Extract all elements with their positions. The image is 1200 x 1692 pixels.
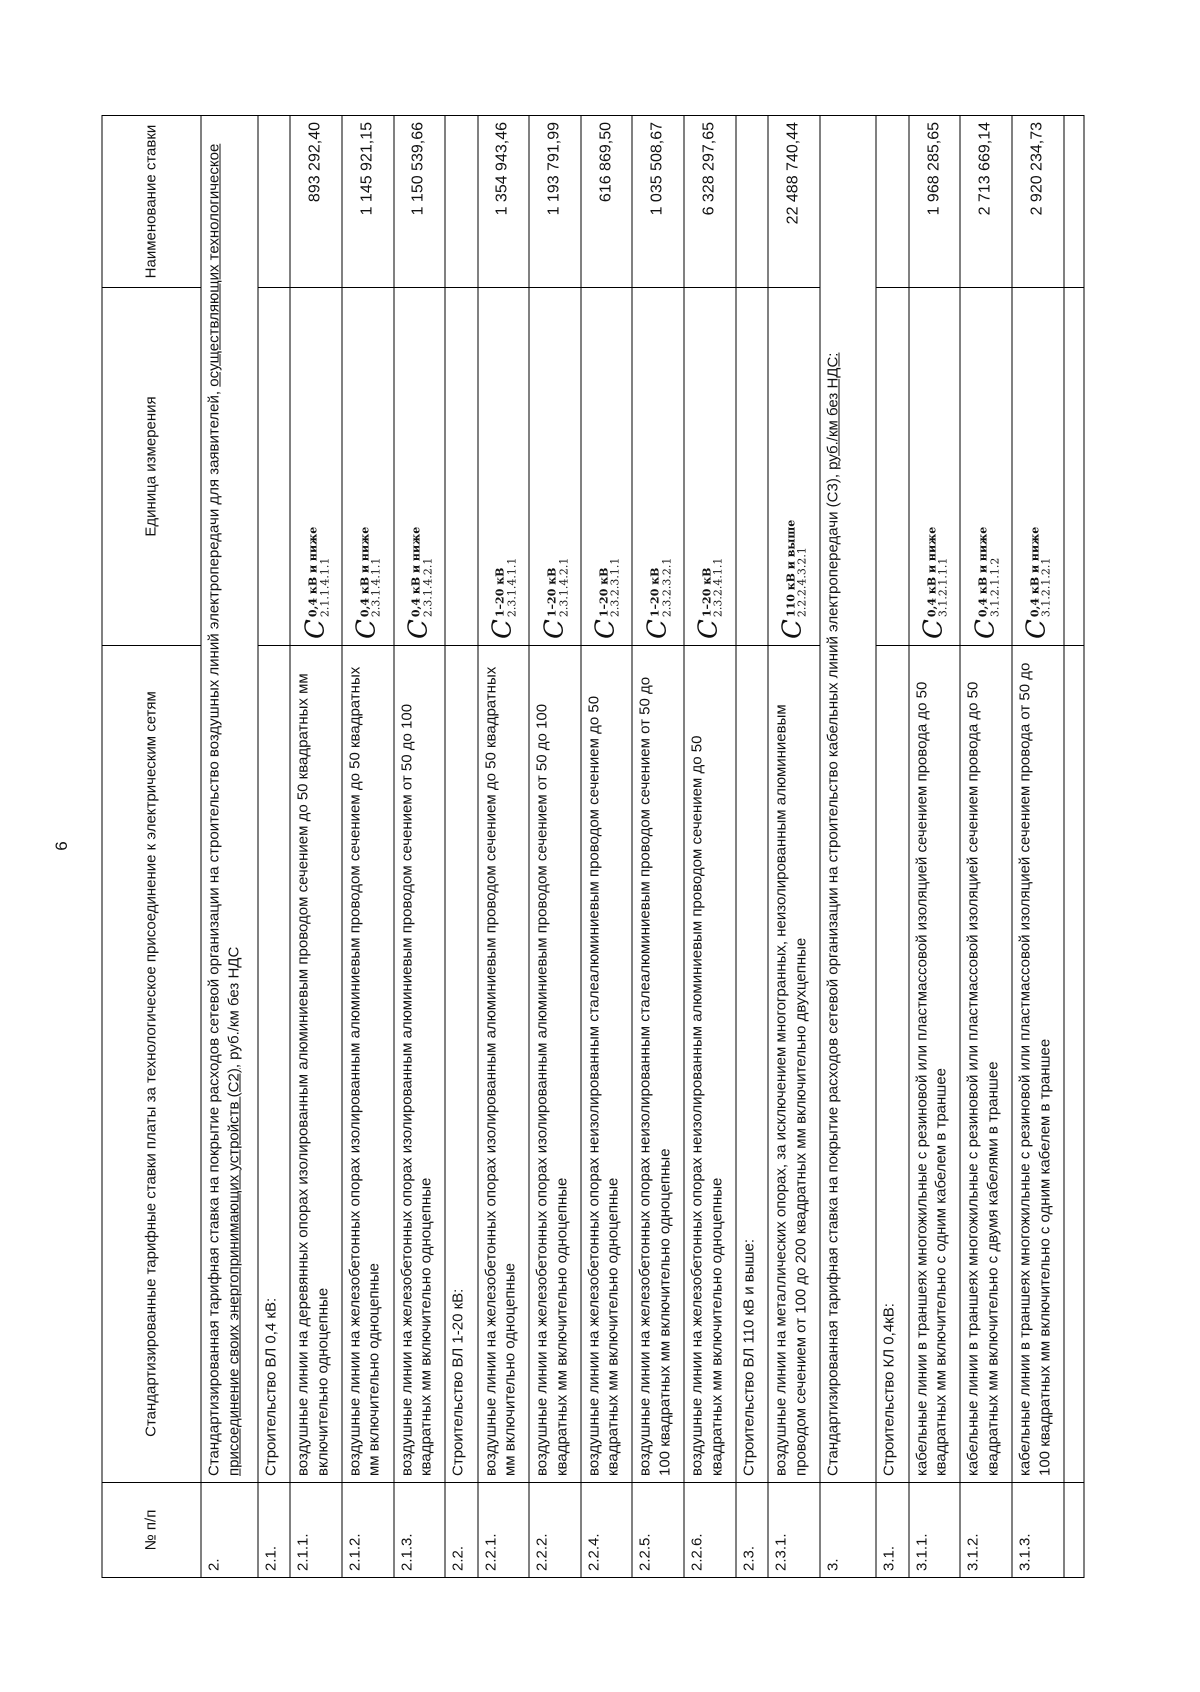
- unit-letter: C: [487, 619, 518, 639]
- unit-subscript: 2.3.1.4.2.1: [557, 557, 571, 618]
- row-number: 2.: [201, 1483, 258, 1578]
- unit-letter: C: [351, 619, 382, 639]
- unit-superscript: 0,4 кВ и ниже: [358, 526, 372, 618]
- header-rate: Наименование ставки: [102, 116, 201, 288]
- unit-subscript: 3.1.2.1.1.2: [988, 557, 1002, 618]
- header-description: Стандартизированные тарифные ставки платы за технологическое присоединение к электрическим сетям: [102, 646, 201, 1483]
- unit-symbol: [290, 288, 342, 646]
- row-description: воздушные линии на железобетонных опорах изолированным алюминиевым проводом сечением до 50 квадратных мм включительно одноцепные: [342, 646, 394, 1483]
- section-title: [820, 116, 877, 1483]
- unit-superscript: 0,4 кВ и ниже: [925, 526, 939, 618]
- table-row-3-1-1: [909, 116, 961, 1578]
- rate-value: 1 968 285,65: [909, 116, 961, 288]
- rate-value: 2 713 669,14: [960, 116, 1012, 288]
- rate-value: 1 035 508,67: [632, 116, 684, 288]
- page-number: 6: [52, 841, 71, 851]
- unit-superscript: 1–20 кВ: [545, 567, 559, 618]
- table-row-2-1-1: [290, 116, 342, 1578]
- row-number: 2.2.4.: [581, 1483, 633, 1578]
- row-number: 2.2.1.: [478, 1483, 530, 1578]
- table-row-2-1-2: [342, 116, 394, 1578]
- empty-cell: [736, 288, 768, 646]
- empty-cell: [876, 116, 908, 288]
- table-row-2-2-2: [529, 116, 581, 1578]
- unit-superscript: 0,4 кВ и ниже: [409, 526, 423, 618]
- unit-subscript: 2.3.2.3.1.1: [608, 557, 622, 618]
- row-description: кабельные линии в траншеях многожильные с резиновой или пластмассовой изоляцией сечением провода до 50 квадратных мм включительно с двумя кабелями в траншее: [960, 646, 1012, 1483]
- empty-cell: [1064, 288, 1084, 646]
- unit-superscript: 1–20 кВ: [648, 567, 662, 618]
- unit-letter: C: [539, 619, 570, 639]
- empty-cell: [258, 288, 290, 646]
- rate-value: 1 354 943,46: [478, 116, 530, 288]
- empty-cell: [876, 288, 908, 646]
- unit-subscript: 2.3.1.4.2.1: [421, 557, 435, 618]
- table-filler-row: [1064, 116, 1084, 1578]
- subsection-title: Строительство ВЛ 110 кВ и выше:: [736, 646, 768, 1483]
- unit-symbol: [342, 288, 394, 646]
- unit-symbol: [909, 288, 961, 646]
- unit-symbol: [394, 288, 446, 646]
- section-title-part: , руб./км без НДС: [225, 946, 243, 1069]
- unit-symbol: [1012, 288, 1064, 646]
- rate-value: 22 488 740,44: [768, 116, 820, 288]
- unit-symbol: [478, 288, 530, 646]
- unit-letter: C: [693, 619, 724, 639]
- row-description: кабельные линии в траншеях многожильные с резиновой или пластмассовой изоляцией сечением провода от 50 до 100 квадратных мм включительно с одним кабелем в траншее: [1012, 646, 1064, 1483]
- empty-cell: [1064, 1483, 1084, 1578]
- unit-letter: C: [970, 619, 1001, 639]
- table-row-2-2-4: [581, 116, 633, 1578]
- rate-value: 6 328 297,65: [684, 116, 736, 288]
- unit-symbol: [581, 288, 633, 646]
- row-description: воздушные линии на железобетонных опорах изолированным алюминиевым проводом сечением до 50 квадратных мм включительно одноцепные: [478, 646, 530, 1483]
- section-title-part: Стандартизированная тарифная ставка на покрытие расходов сетевой организации на строительство кабельных линий электропередачи (С3),: [824, 469, 842, 1476]
- unit-symbol: [960, 288, 1012, 646]
- subsection-row-3-1: [876, 116, 908, 1578]
- unit-letter: C: [918, 619, 949, 639]
- unit-superscript: 110 кВ и выше: [784, 519, 798, 618]
- rate-value: 1 193 791,99: [529, 116, 581, 288]
- rotated-tariff-table: [102, 116, 1085, 1578]
- section-title-part: Стандартизированная тарифная ставка на покрытие расходов сетевой организации на строительство воздушных линий электропередачи для заявителей,: [205, 386, 223, 1476]
- subsection-row-2-3: [736, 116, 768, 1578]
- header-num: № п/п: [102, 1483, 201, 1578]
- unit-subscript: 2.3.1.4.1.1: [369, 557, 383, 618]
- rate-value: 893 292,40: [290, 116, 342, 288]
- unit-subscript: 2.3.1.4.1.1: [505, 557, 519, 618]
- unit-subscript: 3.1.2.1.2.1: [1039, 557, 1053, 618]
- unit-subscript: 2.3.2.4.1.1: [711, 557, 725, 618]
- unit-symbol: [684, 288, 736, 646]
- unit-letter: C: [642, 619, 673, 639]
- table-row-2-1-3: [394, 116, 446, 1578]
- unit-subscript: 2.3.2.3.2.1: [660, 557, 674, 618]
- section-title-underlined: руб./км без НДС:: [824, 352, 842, 470]
- empty-cell: [1064, 646, 1084, 1483]
- unit-letter: C: [777, 619, 808, 639]
- section-row-3: [820, 116, 877, 1578]
- row-description: воздушные линии на деревянных опорах изолированным алюминиевым проводом сечением до 50 квадратных мм включительно одноцепные: [290, 646, 342, 1483]
- row-number: 2.3.: [736, 1483, 768, 1578]
- empty-cell: [258, 116, 290, 288]
- subsection-title: Строительство ВЛ 1-20 кВ:: [445, 646, 477, 1483]
- row-number: 2.1.: [258, 1483, 290, 1578]
- row-number: 2.2.2.: [529, 1483, 581, 1578]
- unit-letter: C: [300, 619, 331, 639]
- rate-value: 1 145 921,15: [342, 116, 394, 288]
- row-number: 2.1.1.: [290, 1483, 342, 1578]
- row-number: 3.1.2.: [960, 1483, 1012, 1578]
- row-number: 3.1.: [876, 1483, 908, 1578]
- row-description: воздушные линии на металлических опорах, за исключением многогранных, неизолированным алюминиевым проводом сечением от 100 до 200 квадратных мм включительно двухцепные: [768, 646, 820, 1483]
- unit-subscript: 3.1.2.1.1.1: [936, 557, 950, 618]
- row-number: 2.1.2.: [342, 1483, 394, 1578]
- row-number: 3.1.1.: [909, 1483, 961, 1578]
- unit-letter: C: [403, 619, 434, 639]
- table-row-3-1-2: [960, 116, 1012, 1578]
- row-number: 2.2.6.: [684, 1483, 736, 1578]
- rate-value: 616 869,50: [581, 116, 633, 288]
- section-title: [201, 116, 258, 1483]
- subsection-title: Строительство КЛ 0,4кВ:: [876, 646, 908, 1483]
- row-number: 3.: [820, 1483, 877, 1578]
- empty-cell: [1064, 116, 1084, 288]
- empty-cell: [736, 116, 768, 288]
- rate-value: 2 920 234,73: [1012, 116, 1064, 288]
- tariff-table: [102, 115, 1085, 1578]
- row-description: воздушные линии на железобетонных опорах изолированным алюминиевым проводом сечением от 50 до 100 квадратных мм включительно одноцепные: [529, 646, 581, 1483]
- unit-superscript: 0,4 кВ и ниже: [976, 526, 990, 618]
- row-description: воздушные линии на железобетонных опорах изолированным алюминиевым проводом сечением от 50 до 100 квадратных мм включительно одноцепные: [394, 646, 446, 1483]
- table-header-row: [102, 116, 201, 1578]
- table-row-2-2-6: [684, 116, 736, 1578]
- unit-superscript: 1–20 кВ: [597, 567, 611, 618]
- header-unit: Единица измерения: [102, 288, 201, 646]
- unit-letter: C: [590, 619, 621, 639]
- empty-cell: [445, 116, 477, 288]
- table-row-2-3-1: [768, 116, 820, 1578]
- unit-symbol: [768, 288, 820, 646]
- row-number: 2.1.3.: [394, 1483, 446, 1578]
- unit-superscript: 0,4 кВ и ниже: [1028, 526, 1042, 618]
- subsection-title: Строительство ВЛ 0,4 кВ:: [258, 646, 290, 1483]
- subsection-row-2-1: [258, 116, 290, 1578]
- unit-letter: C: [1021, 619, 1052, 639]
- row-description: воздушные линии на железобетонных опорах неизолированным сталеалюминиевым проводом сечением до 50 квадратных мм включительно одноцепные: [581, 646, 633, 1483]
- section-title-underlined: осуществляющих технологическое присоединение своих энергопринимающих устройств (С2): [205, 143, 243, 1476]
- row-number: 2.2.: [445, 1483, 477, 1578]
- table-row-3-1-3: [1012, 116, 1064, 1578]
- table-row-2-2-5: [632, 116, 684, 1578]
- rate-value: 1 150 539,66: [394, 116, 446, 288]
- row-number: 3.1.3.: [1012, 1483, 1064, 1578]
- unit-superscript: 0,4 кВ и ниже: [306, 526, 320, 618]
- row-description: кабельные линии в траншеях многожильные с резиновой или пластмассовой изоляцией сечением провода до 50 квадратных мм включительно с одним кабелем в траншее: [909, 646, 961, 1483]
- unit-symbol: [529, 288, 581, 646]
- unit-superscript: 1–20 кВ: [700, 567, 714, 618]
- table-row-2-2-1: [478, 116, 530, 1578]
- row-description: воздушные линии на железобетонных опорах неизолированным сталеалюминиевым проводом сечением от 50 до 100 квадратных мм включительно одноцепные: [632, 646, 684, 1483]
- unit-subscript: 2.2.2.4.3.2.1: [795, 547, 809, 618]
- empty-cell: [445, 288, 477, 646]
- row-number: 2.2.5.: [632, 1483, 684, 1578]
- unit-symbol: [632, 288, 684, 646]
- subsection-row-2-2: [445, 116, 477, 1578]
- section-row-2: [201, 116, 258, 1578]
- row-description: воздушные линии на железобетонных опорах неизолированным алюминиевым проводом сечением до 50 квадратных мм включительно одноцепные: [684, 646, 736, 1483]
- row-number: 2.3.1.: [768, 1483, 820, 1578]
- unit-subscript: 2.1.1.4.1.1: [318, 557, 332, 618]
- unit-superscript: 1–20 кВ: [493, 567, 507, 618]
